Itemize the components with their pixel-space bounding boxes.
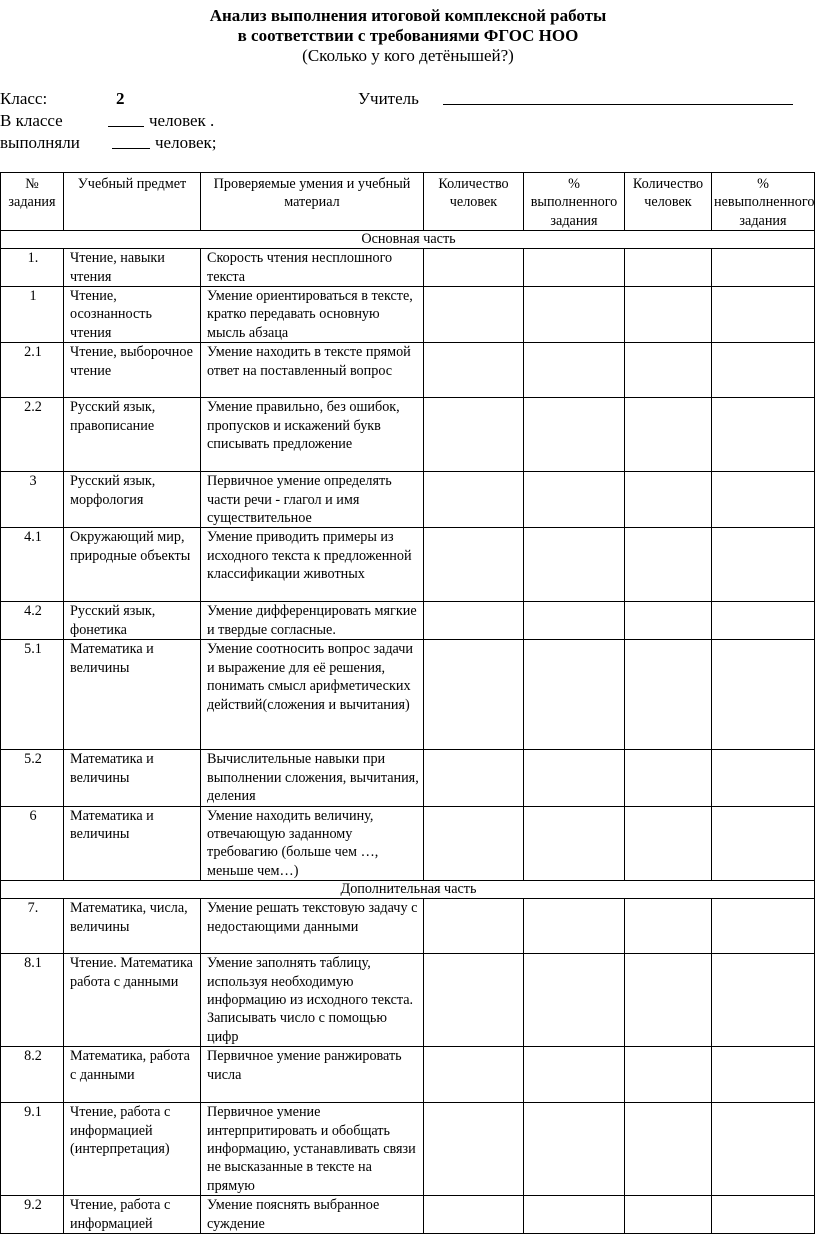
performed-label: выполняли	[0, 133, 80, 152]
cell-count-not-done[interactable]	[625, 249, 712, 287]
row-num: 1	[1, 287, 64, 343]
performed-count-blank[interactable]	[112, 132, 150, 149]
table-row	[1, 750, 815, 806]
cell-count-done[interactable]	[424, 528, 524, 602]
cell-pct-not-done[interactable]	[712, 528, 815, 602]
cell-pct-done[interactable]	[524, 249, 625, 287]
cell-pct-not-done[interactable]	[712, 343, 815, 398]
header-count-done: Количество человек	[424, 173, 524, 231]
section-main-label: Основная часть	[1, 231, 815, 249]
table-row	[1, 472, 815, 528]
cell-pct-not-done[interactable]	[712, 398, 815, 472]
class-label: Класс:	[0, 89, 48, 108]
row-num: 2.2	[1, 398, 64, 472]
row-subject: Чтение, работа с информацией	[64, 1196, 201, 1234]
cell-count-done[interactable]	[424, 472, 524, 528]
section-row-main	[1, 231, 815, 249]
cell-count-done[interactable]	[424, 1047, 524, 1103]
table-header-row	[1, 173, 815, 231]
row-num: 7.	[1, 899, 64, 954]
analysis-table	[0, 172, 815, 1234]
row-num: 6	[1, 806, 64, 881]
cell-count-not-done[interactable]	[625, 528, 712, 602]
row-skill: Умение соотносить вопрос задачи и выражение для её решения, понимать смысл арифметических действий(сложения и вычитания)	[201, 640, 424, 750]
table-row	[1, 528, 815, 602]
row-skill: Умение решать текстовую задачу с недостающими данными	[201, 899, 424, 954]
table-row	[1, 954, 815, 1047]
cell-pct-done[interactable]	[524, 398, 625, 472]
cell-pct-done[interactable]	[524, 954, 625, 1047]
row-skill: Вычислительные навыки при выполнении сложения, вычитания, деления	[201, 750, 424, 806]
row-subject: Математика и величины	[64, 750, 201, 806]
in-class-count-blank[interactable]	[108, 110, 144, 127]
cell-count-done[interactable]	[424, 806, 524, 881]
row-skill: Первичное умение определять части речи - глагол и имя существительное	[201, 472, 424, 528]
cell-pct-done[interactable]	[524, 287, 625, 343]
class-value: 2	[116, 89, 125, 108]
cell-count-done[interactable]	[424, 602, 524, 640]
cell-count-not-done[interactable]	[625, 398, 712, 472]
row-num: 5.2	[1, 750, 64, 806]
row-subject: Русский язык, правописание	[64, 398, 201, 472]
header-subject: Учебный предмет	[64, 173, 201, 231]
table-row	[1, 806, 815, 881]
cell-pct-done[interactable]	[524, 1047, 625, 1103]
table-row	[1, 899, 815, 954]
row-num: 4.1	[1, 528, 64, 602]
cell-count-done[interactable]	[424, 343, 524, 398]
cell-count-not-done[interactable]	[625, 640, 712, 750]
in-class-label: В классе	[0, 111, 63, 130]
cell-pct-not-done[interactable]	[712, 287, 815, 343]
row-skill: Умение пояснять выбранное суждение	[201, 1196, 424, 1234]
row-num: 4.2	[1, 602, 64, 640]
cell-pct-done[interactable]	[524, 1103, 625, 1196]
header-count-not-done: Количество человек	[625, 173, 712, 231]
cell-pct-not-done[interactable]	[712, 1196, 815, 1234]
row-num: 5.1	[1, 640, 64, 750]
row-subject: Математика и величины	[64, 640, 201, 750]
header-pct-not-done: % невыполненного задания	[712, 173, 815, 231]
table-row	[1, 602, 815, 640]
cell-count-not-done[interactable]	[625, 343, 712, 398]
row-subject: Математика, числа, величины	[64, 899, 201, 954]
cell-pct-not-done[interactable]	[712, 806, 815, 881]
cell-pct-not-done[interactable]	[712, 472, 815, 528]
cell-pct-not-done[interactable]	[712, 640, 815, 750]
cell-pct-done[interactable]	[524, 899, 625, 954]
row-skill: Первичное умение ранжировать числа	[201, 1047, 424, 1103]
cell-pct-done[interactable]	[524, 343, 625, 398]
section-extra-label: Дополнительная часть	[1, 881, 815, 899]
table-row	[1, 1103, 815, 1196]
row-skill: Умение ориентироваться в тексте, кратко передавать основную мысль абзаца	[201, 287, 424, 343]
table-row	[1, 1196, 815, 1234]
table-row	[1, 287, 815, 343]
row-subject: Чтение, работа с информацией (интерпретация)	[64, 1103, 201, 1196]
cell-count-not-done[interactable]	[625, 899, 712, 954]
row-skill: Умение правильно, без ошибок, пропусков и искажений букв списывать предложение	[201, 398, 424, 472]
cell-count-done[interactable]	[424, 1196, 524, 1234]
people-word-2: человек;	[155, 133, 217, 152]
cell-pct-not-done[interactable]	[712, 899, 815, 954]
cell-pct-done[interactable]	[524, 602, 625, 640]
cell-count-done[interactable]	[424, 1103, 524, 1196]
row-subject: Чтение, осознанность чтения	[64, 287, 201, 343]
row-num: 9.1	[1, 1103, 64, 1196]
row-skill: Умение заполнять таблицу, используя необходимую информацию из исходного текста. Записывать число с помощью цифр	[201, 954, 424, 1047]
cell-pct-done[interactable]	[524, 806, 625, 881]
cell-count-done[interactable]	[424, 249, 524, 287]
cell-count-done[interactable]	[424, 750, 524, 806]
cell-count-done[interactable]	[424, 398, 524, 472]
row-skill: Умение находить величину, отвечающую заданному требовагию (больше чем …, меньше чем…)	[201, 806, 424, 881]
cell-pct-not-done[interactable]	[712, 1047, 815, 1103]
row-num: 2.1	[1, 343, 64, 398]
row-skill: Первичное умение интерпритировать и обобщать информацию, устанавливать связи не высказанные в тексте на прямую	[201, 1103, 424, 1196]
table-row	[1, 249, 815, 287]
row-subject: Русский язык, фонетика	[64, 602, 201, 640]
cell-count-done[interactable]	[424, 899, 524, 954]
section-row-extra	[1, 881, 815, 899]
row-num: 8.1	[1, 954, 64, 1047]
cell-count-done[interactable]	[424, 640, 524, 750]
cell-pct-done[interactable]	[524, 528, 625, 602]
cell-pct-done[interactable]	[524, 750, 625, 806]
cell-count-not-done[interactable]	[625, 954, 712, 1047]
cell-pct-not-done[interactable]	[712, 954, 815, 1047]
cell-pct-not-done[interactable]	[712, 602, 815, 640]
cell-pct-not-done[interactable]	[712, 249, 815, 287]
row-num: 8.2	[1, 1047, 64, 1103]
row-subject: Чтение, навыки чтения	[64, 249, 201, 287]
cell-count-not-done[interactable]	[625, 472, 712, 528]
row-skill: Скорость чтения несплошного текста	[201, 249, 424, 287]
cell-count-not-done[interactable]	[625, 1103, 712, 1196]
cell-count-not-done[interactable]	[625, 806, 712, 881]
row-subject: Русский язык, морфология	[64, 472, 201, 528]
cell-count-not-done[interactable]	[625, 602, 712, 640]
header-num: № задания	[1, 173, 64, 231]
cell-count-done[interactable]	[424, 954, 524, 1047]
cell-count-not-done[interactable]	[625, 287, 712, 343]
document-subtitle: (Сколько у кого детёнышей?)	[302, 46, 514, 65]
teacher-label: Учитель	[358, 89, 419, 108]
people-word-1: человек .	[149, 111, 215, 130]
cell-count-not-done[interactable]	[625, 750, 712, 806]
cell-pct-done[interactable]	[524, 472, 625, 528]
table-row	[1, 343, 815, 398]
row-skill: Умение находить в тексте прямой ответ на поставленный вопрос	[201, 343, 424, 398]
row-subject: Математика, работа с данными	[64, 1047, 201, 1103]
table-row	[1, 1047, 815, 1103]
cell-pct-not-done[interactable]	[712, 1103, 815, 1196]
row-skill: Умение дифференцировать мягкие и твердые согласные.	[201, 602, 424, 640]
row-num: 9.2	[1, 1196, 64, 1234]
cell-count-not-done[interactable]	[625, 1196, 712, 1234]
cell-pct-done[interactable]	[524, 640, 625, 750]
teacher-blank[interactable]	[443, 88, 793, 105]
cell-count-not-done[interactable]	[625, 1047, 712, 1103]
cell-count-done[interactable]	[424, 287, 524, 343]
cell-pct-not-done[interactable]	[712, 750, 815, 806]
document-title-line1: Анализ выполнения итоговой комплексной работы	[209, 6, 607, 25]
cell-pct-done[interactable]	[524, 1196, 625, 1234]
header-pct-done: % выполненного задания	[524, 173, 625, 231]
row-num: 3	[1, 472, 64, 528]
row-subject: Окружающий мир, природные объекты	[64, 528, 201, 602]
table-row	[1, 398, 815, 472]
row-num: 1.	[1, 249, 64, 287]
row-subject: Математика и величины	[64, 806, 201, 881]
row-skill: Умение приводить примеры из исходного текста к предложенной классификации животных	[201, 528, 424, 602]
header-skills: Проверяемые умения и учебный материал	[201, 173, 424, 231]
table-row	[1, 640, 815, 750]
row-subject: Чтение, выборочное чтение	[64, 343, 201, 398]
row-subject: Чтение. Математика работа с данными	[64, 954, 201, 1047]
document-title-line2: в соответствии с требованиями ФГОС НОО	[237, 26, 579, 45]
